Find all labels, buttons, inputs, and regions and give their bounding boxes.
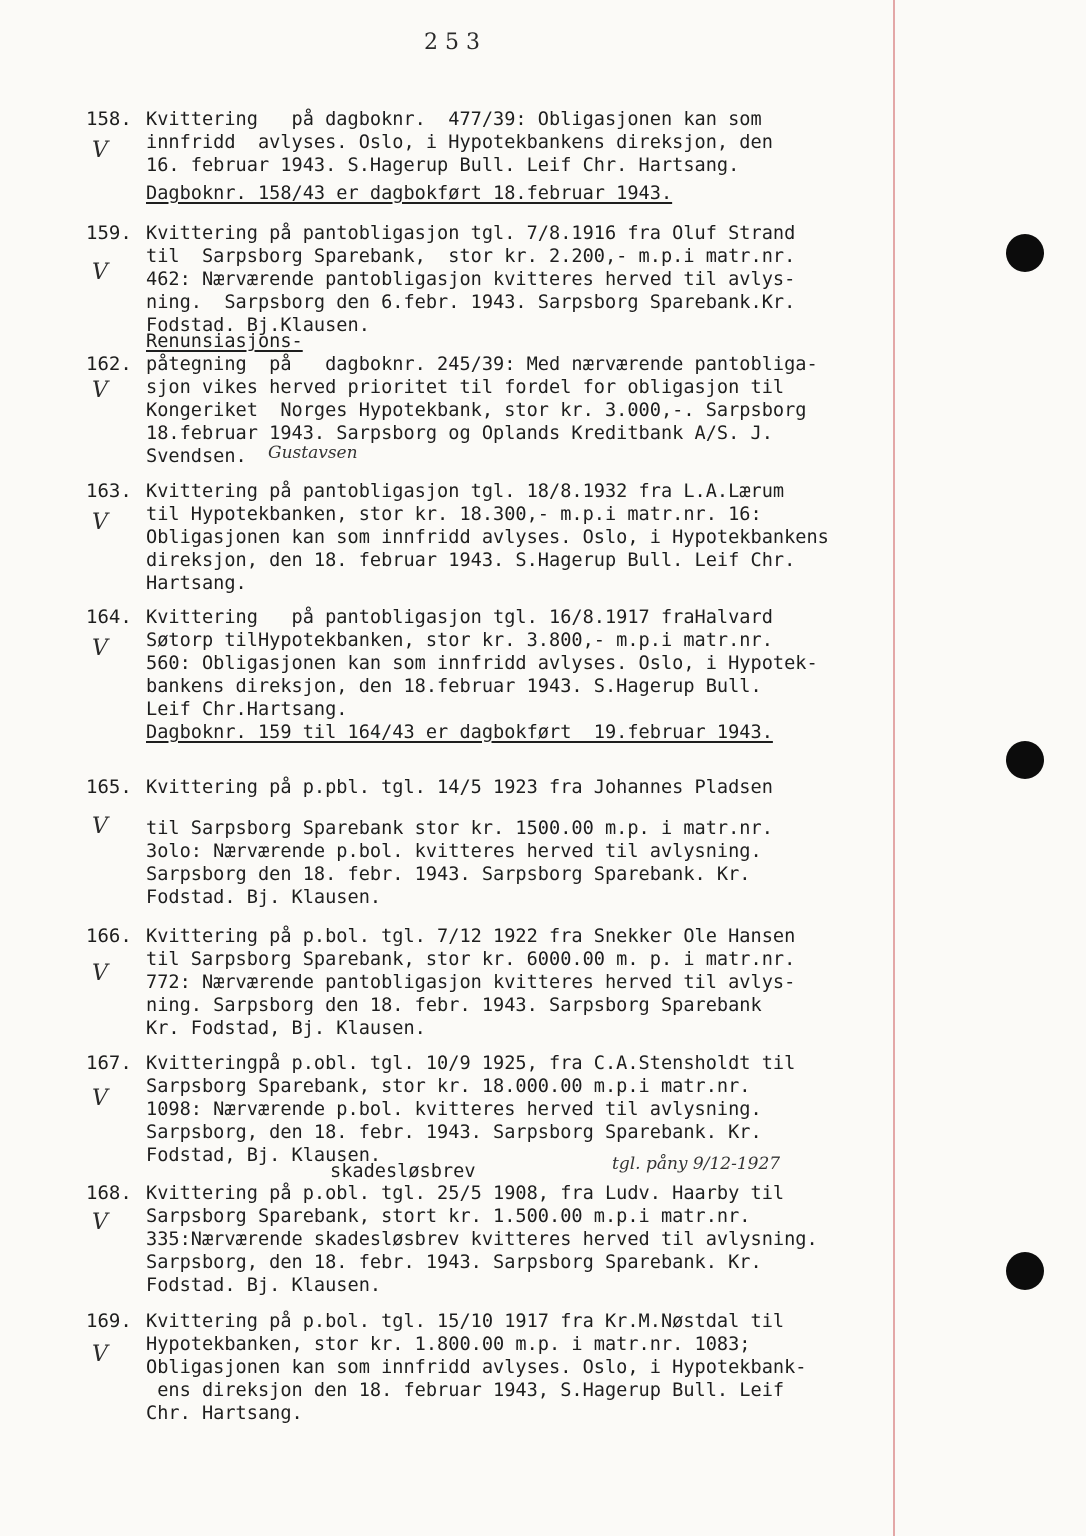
check-mark: V	[92, 138, 108, 163]
check-mark: V	[92, 378, 108, 403]
inserted-word: skadesløsbrev	[330, 1161, 476, 1182]
entry-line: 772: Nærværende pantobligasjon kvitteres herved til avlys-	[146, 972, 796, 993]
punch-hole	[1006, 234, 1044, 272]
entry-line: 462: Nærværende pantobligasjon kvitteres herved til avlys-	[146, 269, 796, 290]
handwritten-signature: Gustavsen	[268, 443, 358, 463]
entry-number: 163.	[86, 480, 132, 502]
check-mark: V	[92, 814, 108, 839]
entry-line: Kvittering på dagboknr. 477/39: Obligasjonen kan som	[146, 109, 762, 130]
entry-line: Fodstad. Bj.Klausen.	[146, 315, 370, 336]
entry-line: ning. Sarpsborg den 18. febr. 1943. Sarpsborg Sparebank	[146, 995, 762, 1016]
entry-line: til Sarpsborg Sparebank, stor kr. 2.200,- m.p.i matr.nr.	[146, 246, 796, 267]
punch-hole	[1006, 1252, 1044, 1290]
entry-line: Sarpsborg, den 18. febr. 1943. Sarpsborg Sparebank. Kr.	[146, 1252, 762, 1273]
entry-number: 166.	[86, 925, 132, 947]
entry-line: Obligasjonen kan som innfridd avlyses. Oslo, i Hypotekbank-	[146, 1357, 807, 1378]
entry-line: bankens direksjon, den 18.februar 1943. S.Hagerup Bull.	[146, 676, 762, 697]
check-mark: V	[92, 636, 108, 661]
entry-line: 3olo: Nærværende p.bol. kvitteres herved til avlysning.	[146, 841, 762, 862]
entry-line: Hartsang.	[146, 573, 247, 594]
handwritten-insert: tgl. påny 9/12-1927	[612, 1154, 781, 1174]
entry-line: 16. februar 1943. S.Hagerup Bull. Leif Chr. Hartsang.	[146, 155, 740, 176]
entry-line: Kongeriket Norges Hypotekbank, stor kr. 3.000,-. Sarpsborg	[146, 400, 807, 421]
entry-line: 18.februar 1943. Sarpsborg og Oplands Kreditbank A/S. J.	[146, 423, 773, 444]
entry-line: ens direksjon den 18. februar 1943, S.Hagerup Bull. Leif	[146, 1380, 785, 1401]
entry-line: direksjon, den 18. februar 1943. S.Hagerup Bull. Leif Chr.	[146, 550, 796, 571]
check-mark: V	[92, 260, 108, 285]
entry-line: 1098: Nærværende p.bol. kvitteres herved til avlysning.	[146, 1099, 762, 1120]
entry-line: Chr. Hartsang.	[146, 1403, 303, 1424]
entry-line: Kvittering på p.obl. tgl. 25/5 1908, fra Ludv. Haarby til	[146, 1183, 785, 1204]
entry-line: til Sarpsborg Sparebank, stor kr. 6000.00 m. p. i matr.nr.	[146, 949, 796, 970]
entry-line: Sarpsborg Sparebank, stort kr. 1.500.00 m.p.i matr.nr.	[146, 1206, 751, 1227]
entry-line: Obligasjonen kan som innfridd avlyses. Oslo, i Hypotekbankens	[146, 527, 829, 548]
margin-rule	[893, 0, 895, 1536]
entry-line: Kvittering på p.pbl. tgl. 14/5 1923 fra Johannes Pladsen	[146, 777, 773, 798]
entry-line: Leif Chr.Hartsang.	[146, 699, 348, 720]
entry-line: ning. Sarpsborg den 6.febr. 1943. Sarpsborg Sparebank.Kr.	[146, 292, 796, 313]
entry-line: Fodstad. Bj. Klausen.	[146, 887, 382, 908]
entry-line: til Sarpsborg Sparebank stor kr. 1500.00 m.p. i matr.nr.	[146, 818, 773, 839]
punch-hole	[1006, 741, 1044, 779]
registration-note: Dagboknr. 159 til 164/43 er dagbokført 19.februar 1943.	[146, 722, 773, 743]
entry-number: 165.	[86, 776, 132, 798]
entry-number: 159.	[86, 222, 132, 244]
entry-line: Søtorp tilHypotekbanken, stor kr. 3.800,- m.p.i matr.nr.	[146, 630, 773, 651]
entry-line: Kvittering på pantobligasjon tgl. 7/8.1916 fra Oluf Strand	[146, 223, 796, 244]
entry-line: innfridd avlyses. Oslo, i Hypotekbankens direksjon, den	[146, 132, 773, 153]
entry-line: Kvittering på p.bol. tgl. 7/12 1922 fra Snekker Ole Hansen	[146, 926, 796, 947]
entry-heading: Renunsiasjons-	[146, 331, 303, 352]
entry-number: 169.	[86, 1310, 132, 1332]
check-mark: V	[92, 510, 108, 535]
entry-line: 560: Obligasjonen kan som innfridd avlyses. Oslo, i Hypotek-	[146, 653, 818, 674]
entry-line: til Hypotekbanken, stor kr. 18.300,- m.p.i matr.nr. 16:	[146, 504, 762, 525]
entry-line: Sarpsborg den 18. febr. 1943. Sarpsborg Sparebank. Kr.	[146, 864, 751, 885]
entry-line: Svendsen.	[146, 446, 247, 467]
check-mark: V	[92, 1086, 108, 1111]
entry-line: Kvittering på pantobligasjon tgl. 18/8.1932 fra L.A.Lærum	[146, 481, 785, 502]
check-mark: V	[92, 961, 108, 986]
entry-line: Fodstad. Bj. Klausen.	[146, 1275, 382, 1296]
entry-number: 168.	[86, 1182, 132, 1204]
entry-number: 158.	[86, 108, 132, 130]
check-mark: V	[92, 1342, 108, 1367]
entry-number: 162.	[86, 353, 132, 375]
entry-number: 167.	[86, 1052, 132, 1074]
entry-line: Fodstad, Bj. Klausen.	[146, 1145, 382, 1166]
registration-note: Dagboknr. 158/43 er dagbokført 18.februar 1943.	[146, 183, 673, 204]
entry-line: 335:Nærværende skadesløsbrev kvitteres herved til avlysning.	[146, 1229, 818, 1250]
entry-line: påtegning på dagboknr. 245/39: Med nærværende pantobliga-	[146, 354, 818, 375]
entry-line: Kr. Fodstad, Bj. Klausen.	[146, 1018, 426, 1039]
entry-line: sjon vikes herved prioritet til fordel for obligasjon til	[146, 377, 785, 398]
entry-line: Sarpsborg, den 18. febr. 1943. Sarpsborg Sparebank. Kr.	[146, 1122, 762, 1143]
entry-line: Kvitteringpå p.obl. tgl. 10/9 1925, fra C.A.Stensholdt til	[146, 1053, 796, 1074]
entry-line: Kvittering på pantobligasjon tgl. 16/8.1917 fraHalvard	[146, 607, 773, 628]
entry-number: 164.	[86, 606, 132, 628]
check-mark: V	[92, 1210, 108, 1235]
entry-line: Sarpsborg Sparebank, stor kr. 18.000.00 m.p.i matr.nr.	[146, 1076, 751, 1097]
entry-line: Hypotekbanken, stor kr. 1.800.00 m.p. i matr.nr. 1083;	[146, 1334, 751, 1355]
entry-line: Kvittering på p.bol. tgl. 15/10 1917 fra Kr.M.Nøstdal til	[146, 1311, 785, 1332]
page-number: 253	[424, 30, 487, 55]
